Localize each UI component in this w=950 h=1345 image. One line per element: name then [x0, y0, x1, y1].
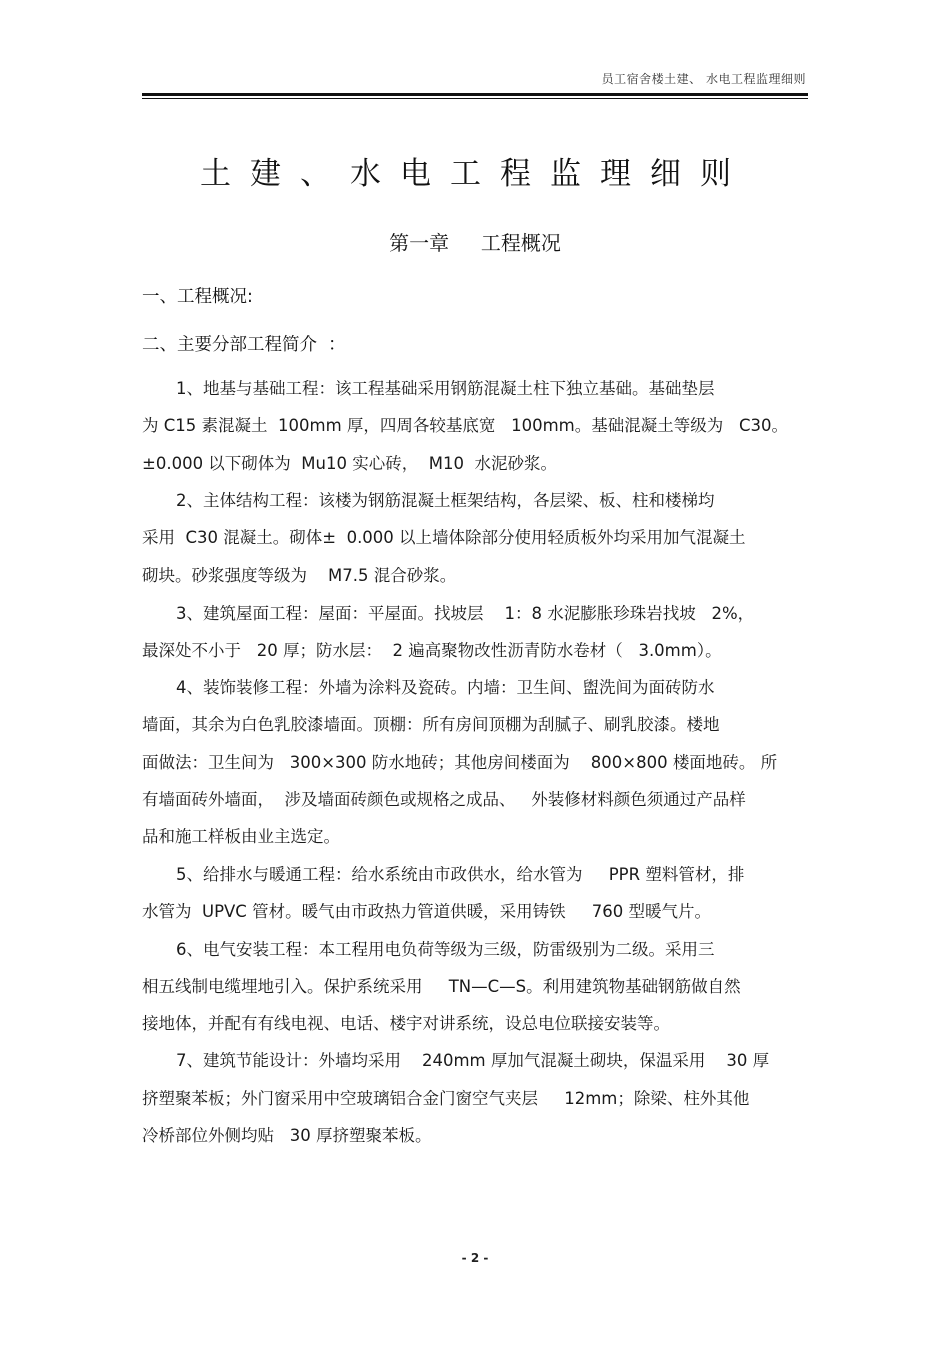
paragraph-line: 接地体，并配有有线电视、电话、楼宇对讲系统，设总电位联接安装等。 [142, 1014, 670, 1033]
paragraph-line: 水管为 UPVC 管材。暖气由市政热力管道供暖，采用铸铁 760 型暖气片。 [142, 902, 712, 921]
paragraph-line: 最深处不小于 20 厚；防水层： 2 遍高聚物改性沥青防水卷材（ 3.0mm）。 [142, 641, 722, 660]
paragraph-line: 墙面，其余为白色乳胶漆墙面。顶棚：所有房间顶棚为刮腻子、刷乳胶漆。楼地 [142, 715, 720, 734]
paragraph-line: 冷桥部位外侧均贴 30 厚挤塑聚苯板。 [142, 1126, 432, 1145]
paragraph-line: 挤塑聚苯板；外门窗采用中空玻璃铝合金门窗空气夹层 12mm；除梁、柱外其他 [142, 1089, 750, 1108]
header-text: 员工宿舍楼土建、 水电工程监理细则 [601, 72, 806, 86]
page-number: - 2 - [461, 1251, 489, 1265]
section-heading-subprojects: 二、主要分部工程简介 ： [142, 335, 346, 355]
paragraph-line: 1、地基与基础工程：该工程基础采用钢筋混凝土柱下独立基础。基础垫层 [176, 379, 715, 398]
paragraph-line: 相五线制电缆埋地引入。保护系统采用 TN—C—S。利用建筑物基础钢筋做自然 [142, 977, 741, 996]
section-heading-overview: 一、工程概况: [142, 287, 253, 307]
paragraph-line: 砌块。砂浆强度等级为 M7.5 混合砂浆。 [142, 566, 457, 585]
paragraph-line: 品和施工样板由业主选定。 [142, 827, 340, 846]
paragraph-line: 面做法：卫生间为 300×300 防水地砖；其他房间楼面为 800×800 楼面地砖。 所 [142, 753, 778, 772]
header-rule-thin [142, 98, 808, 99]
document-title: 土建、水电工程监理细则 [200, 156, 750, 192]
paragraph-line: 4、装饰装修工程：外墙为涂料及瓷砖。内墙：卫生间、盥洗间为面砖防水 [176, 678, 715, 697]
chapter-title: 第一章 工程概况 [389, 231, 561, 255]
paragraph-line: 6、电气安装工程：本工程用电负荷等级为三级，防雷级别为二级。采用三 [176, 940, 715, 959]
header-rule-thick [142, 93, 808, 96]
paragraph-line: 3、建筑屋面工程：屋面：平屋面。找坡层 1：8 水泥膨胀珍珠岩找坡 2%， [176, 604, 755, 623]
paragraph-line: 7、建筑节能设计：外墙均采用 240mm 厚加气混凝土砌块，保温采用 30 厚 [176, 1051, 770, 1070]
paragraph-line: 采用 C30 混凝土。砌体± 0.000 以上墙体除部分使用轻质板外均采用加气混凝土 [142, 528, 746, 547]
paragraph-line: 有墙面砖外墙面， 涉及墙面砖颜色或规格之成品、 外装修材料颜色须通过产品样 [142, 790, 746, 809]
paragraph-line: ±0.000 以下砌体为 Mu10 实心砖， M10 水泥砂浆。 [142, 454, 557, 473]
paragraph-line: 为 C15 素混凝土 100mm 厚，四周各较基底宽 100mm。基础混凝土等级为 C30。 [142, 416, 789, 435]
paragraph-line: 5、给排水与暖通工程：给水系统由市政供水，给水管为 PPR 塑料管材，排 [176, 865, 745, 884]
paragraph-line: 2、主体结构工程：该楼为钢筋混凝土框架结构，各层梁、板、柱和楼梯均 [176, 491, 715, 510]
